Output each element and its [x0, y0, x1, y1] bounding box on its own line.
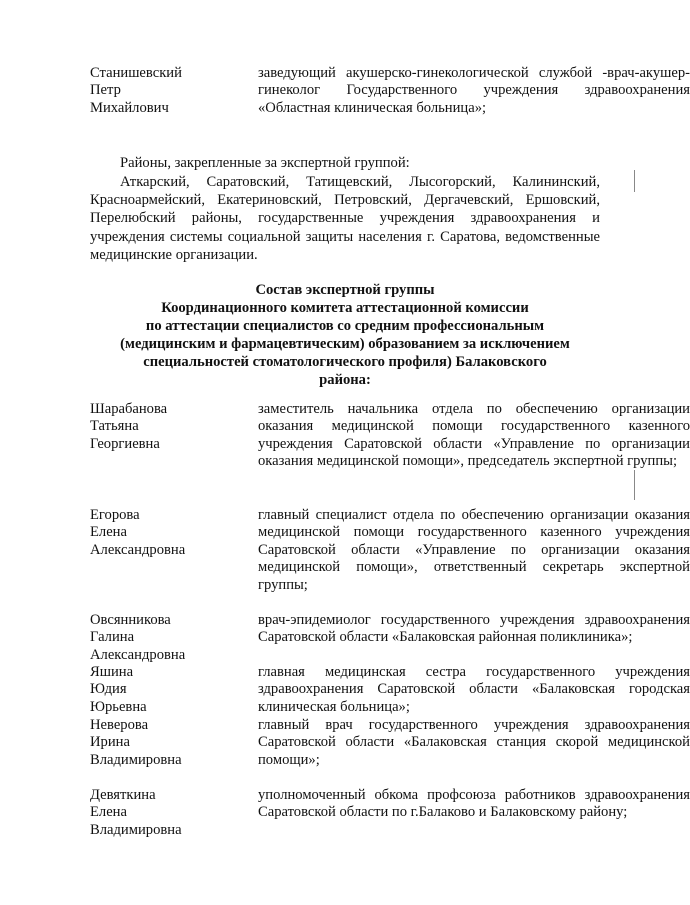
scan-edge-mark [634, 470, 635, 500]
districts-list: Аткарский, Саратовский, Татищевский, Лысогорский, Калининский, Красноармейский, Екатериновский, Петровский, Дергачевский, Ершовский, Перелюбский районы, государственные учреждения здравоохранения и учреждения системы социальной защиты населения г. Саратова, ведомственные медицинские организации. [90, 174, 600, 263]
patronymic: Александровна [90, 646, 186, 663]
member-role: уполномоченный обкома профсоюза работников здравоохранения Саратовской области по г.Балаково и Балаковскому району; [258, 787, 690, 821]
member-name [90, 664, 250, 716]
surname: Яшина [90, 664, 134, 680]
member-name [90, 612, 250, 664]
member-name [90, 507, 250, 559]
patronymic: Владимировна [90, 751, 182, 768]
scan-edge-mark [634, 170, 635, 192]
patronymic: Георгиевна [90, 435, 160, 452]
member-role: врач-эпидемиолог государственного учреждения здравоохранения Саратовской области «Балаковская районная поликлиника»; [258, 612, 690, 646]
section-title-line: Координационного комитета аттестационной комиссии [161, 300, 529, 316]
patronymic: Юрьевна [90, 698, 147, 715]
section-title-line: района: [319, 372, 371, 388]
section-title-line: (медицинским и фармацевтическим) образованием за исключением [120, 336, 570, 352]
section-title-line: специальностей стоматологического профиля) Балаковского [143, 354, 547, 370]
member-name [90, 717, 250, 769]
first-name: Татьяна [90, 418, 139, 435]
patronymic: Александровна [90, 541, 186, 558]
patronymic: Михайлович [90, 99, 169, 116]
member-name [90, 787, 250, 839]
surname: Егорова [90, 507, 140, 523]
member-name [90, 401, 250, 453]
first-name: Галина [90, 629, 135, 646]
section-title [90, 281, 600, 389]
patronymic: Владимировна [90, 821, 182, 838]
member-role: заместитель начальника отдела по обеспечению организации оказания медицинской помощи государственного казенного учреждения Саратовской области «Управление по организации оказания медицинской помощи», председатель экспертной группы; [258, 401, 690, 470]
districts-heading: Районы, закрепленные за экспертной группой: [120, 155, 410, 171]
member-role: главная медицинская сестра государственного учреждения здравоохранения Саратовской области «Балаковская городская клиническая больница»; [258, 664, 690, 715]
member-role: заведующий акушерско-гинекологической службой -врач-акушер-гинеколог Государственного учреждения здравоохранения «Областная клиническая больница»; [258, 65, 690, 116]
first-name: Ирина [90, 734, 130, 751]
first-name: Елена [90, 524, 127, 541]
surname: Девяткина [90, 787, 156, 803]
surname: Станишевский [90, 65, 182, 81]
member-role: главный врач государственного учреждения здравоохранения Саратовской области «Балаковская станция скорой медицинской помощи»; [258, 717, 690, 768]
first-name: Юдия [90, 681, 127, 698]
section-title-line: по аттестации специалистов со средним профессиональным [145, 318, 545, 334]
member-name [90, 65, 250, 117]
section-title-line: Состав экспертной группы [255, 282, 435, 298]
member-role: главный специалист отдела по обеспечению организации оказания медицинской помощи государственного казенного учреждения Саратовской области «Управление по организации оказания медицинской помощи», ответственный секретарь экспертной группы; [258, 507, 690, 593]
surname: Неверова [90, 717, 149, 733]
first-name: Петр [90, 82, 121, 99]
first-name: Елена [90, 804, 127, 821]
surname: Овсянникова [90, 612, 171, 628]
surname: Шарабанова [90, 401, 168, 417]
